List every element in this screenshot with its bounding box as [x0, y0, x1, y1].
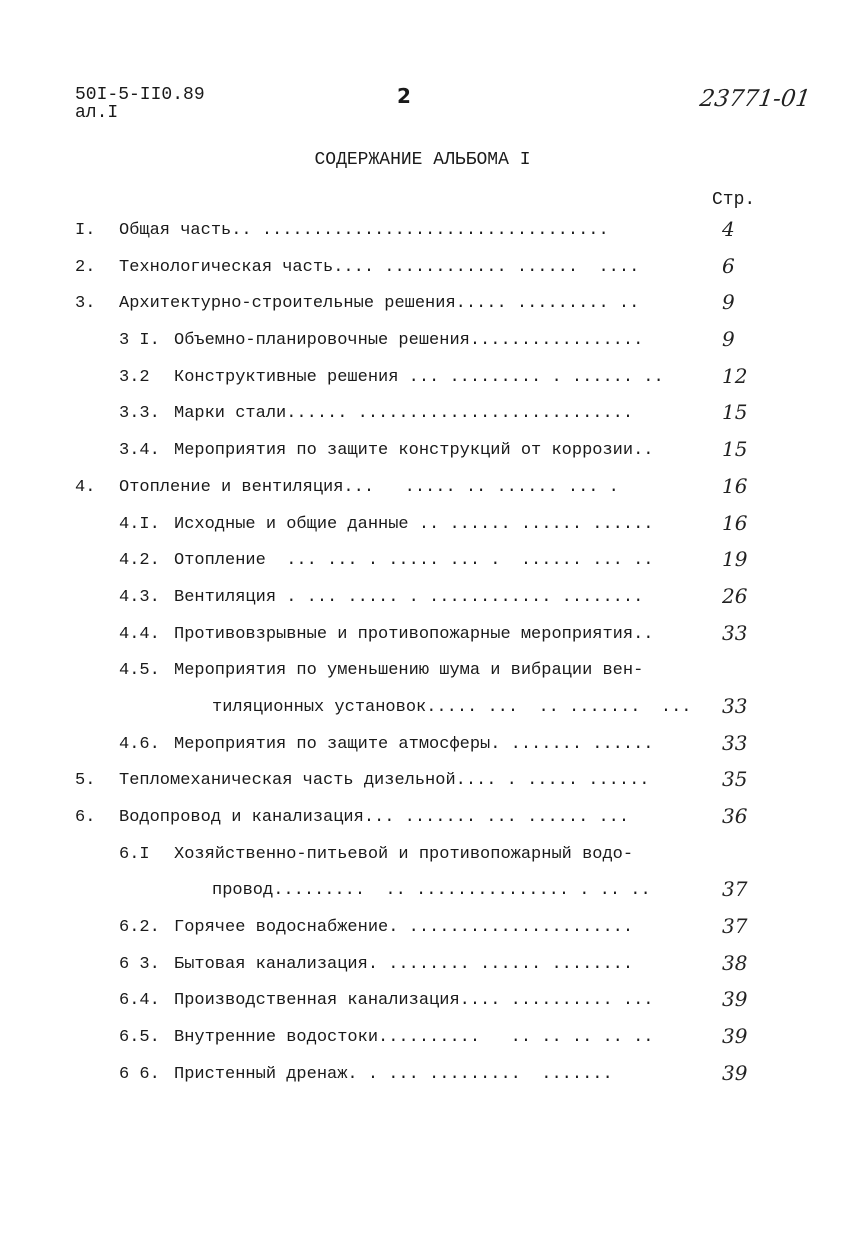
toc-entry [0, 845, 845, 882]
toc-text: Тепломеханическая часть дизельной.... . ..... ...... [119, 771, 650, 791]
toc-page: 33 [722, 620, 748, 645]
toc-entry [0, 767, 845, 808]
toc-entry [0, 987, 845, 1028]
toc-entry [0, 950, 845, 992]
toc-page: 39 [722, 987, 748, 1012]
toc-page: 4 [722, 217, 735, 241]
toc-text: Противовзрывные и противопожарные мероприятия.. [174, 624, 654, 644]
toc-text: Отопление ... ... . ..... ... . ...... ... .. [174, 551, 654, 571]
toc-number: 6 3. [119, 954, 160, 974]
doc-code-line1: 50I-5-II0.89 [75, 85, 205, 105]
toc-entry-continuation [0, 877, 845, 918]
toc-text: Бытовая канализация. ........ ...... ........ [174, 954, 634, 974]
toc-number: 3.4. [119, 441, 160, 461]
toc-page: 37 [722, 877, 748, 902]
toc-number: 5. [75, 771, 96, 791]
toc-entry [0, 400, 845, 441]
toc-page: 15 [722, 400, 748, 425]
toc-number: 6.4. [119, 991, 160, 1011]
toc-number: 4.2. [119, 551, 160, 571]
toc-number: 3. [75, 294, 96, 314]
toc-page: 35 [722, 767, 748, 792]
toc-entry [0, 363, 845, 405]
toc-number: 4.I. [119, 514, 160, 534]
toc-page: 12 [722, 363, 748, 388]
toc-text: Марки стали...... ........................... [174, 404, 634, 424]
toc-text: Архитектурно-строительные решения..... ......... .. [119, 294, 640, 314]
toc-text: Хозяйственно-питьевой и противопожарный водо- [174, 844, 634, 864]
toc-entry [0, 661, 845, 698]
toc-page: 9 [722, 290, 735, 315]
toc-text: провод......... .. ............... . .. .. [212, 881, 651, 901]
toc-number: 2. [75, 257, 96, 277]
toc-number: 3.2 [119, 367, 150, 387]
toc-entry [0, 510, 845, 552]
toc-page: 39 [722, 1060, 748, 1085]
toc-text: Отопление и вентиляция... ..... .. ...... ... . [119, 477, 619, 497]
toc-entry [0, 583, 845, 625]
page-title: СОДЕРЖАНИЕ АЛЬБОМА I [314, 150, 531, 170]
toc-number: 3.3. [119, 404, 160, 424]
toc-page: 36 [722, 804, 748, 828]
toc-page: 19 [722, 547, 748, 572]
toc-number: 4. [75, 477, 96, 497]
doc-code-line2: ал.I [75, 103, 119, 123]
toc-page: 6 [722, 253, 735, 278]
toc-text: Водопровод и канализация... ....... ... ...... ... [119, 808, 630, 827]
toc-entry-continuation [0, 693, 845, 735]
toc-number: I. [75, 221, 96, 240]
archive-number-handwritten: 23771-01 [698, 86, 813, 112]
toc-page: 26 [722, 583, 748, 608]
toc-entry [0, 290, 845, 331]
toc-entry [0, 473, 845, 515]
toc-number: 6.I [119, 844, 150, 864]
toc-entry [0, 217, 845, 258]
toc-page: 15 [722, 437, 748, 462]
table-of-contents [0, 217, 845, 1102]
toc-number: 4.6. [119, 734, 160, 754]
toc-entry [0, 1024, 845, 1065]
toc-text: Пристенный дренаж. . ... ......... ....... [174, 1064, 613, 1084]
toc-page: 33 [722, 730, 748, 755]
toc-text: Производственная канализация.... .......... ... [174, 991, 654, 1011]
toc-text: Технологическая часть.... ............ ...... .... [119, 257, 640, 277]
toc-page: 9 [722, 327, 735, 352]
toc-page: 16 [722, 510, 748, 535]
toc-page: 37 [722, 914, 748, 939]
toc-number: 6.5. [119, 1028, 160, 1048]
document-code [75, 86, 205, 122]
toc-page: 33 [722, 693, 748, 718]
toc-number: 4.4. [119, 624, 160, 644]
toc-text: Мероприятия по защите конструкций от коррозии.. [174, 441, 654, 461]
page-column-header: Стр. [712, 190, 756, 210]
page-number: 2 [397, 84, 411, 108]
toc-entry [0, 327, 845, 368]
toc-text: Горячее водоснабжение. ...................... [174, 918, 634, 938]
toc-page: 39 [722, 1024, 748, 1049]
toc-number: 4.5. [119, 661, 160, 681]
toc-number: 4.3. [119, 587, 160, 607]
toc-entry [0, 730, 845, 772]
toc-number: 3 I. [119, 331, 160, 351]
toc-text: Исходные и общие данные .. ...... ...... ...... [174, 514, 654, 534]
toc-page: 38 [722, 950, 748, 975]
toc-text: тиляционных установок..... ... .. ....... ... [212, 697, 692, 717]
toc-entry [0, 1060, 845, 1102]
toc-number: 6 6. [119, 1064, 160, 1084]
toc-entry [0, 253, 845, 295]
toc-text: Объемно-планировочные решения................. [174, 331, 644, 351]
toc-text: Вентиляция . ... ..... . ............ ........ [174, 587, 644, 607]
toc-text: Конструктивные решения ... ......... . ...... .. [174, 367, 664, 387]
toc-number: 6. [75, 808, 96, 827]
toc-entry [0, 547, 845, 588]
toc-text: Внутренние водостоки.......... .. .. .. .. .. [174, 1028, 654, 1048]
toc-number: 6.2. [119, 918, 160, 938]
toc-text: Мероприятия по уменьшению шума и вибрации вен- [174, 661, 644, 681]
toc-entry [0, 804, 845, 845]
toc-text: Общая часть.. .................................. [119, 221, 609, 240]
toc-entry [0, 914, 845, 955]
toc-page: 16 [722, 473, 748, 498]
toc-entry [0, 620, 845, 662]
toc-text: Мероприятия по защите атмосферы. ....... ...... [174, 734, 654, 754]
toc-entry [0, 437, 845, 478]
